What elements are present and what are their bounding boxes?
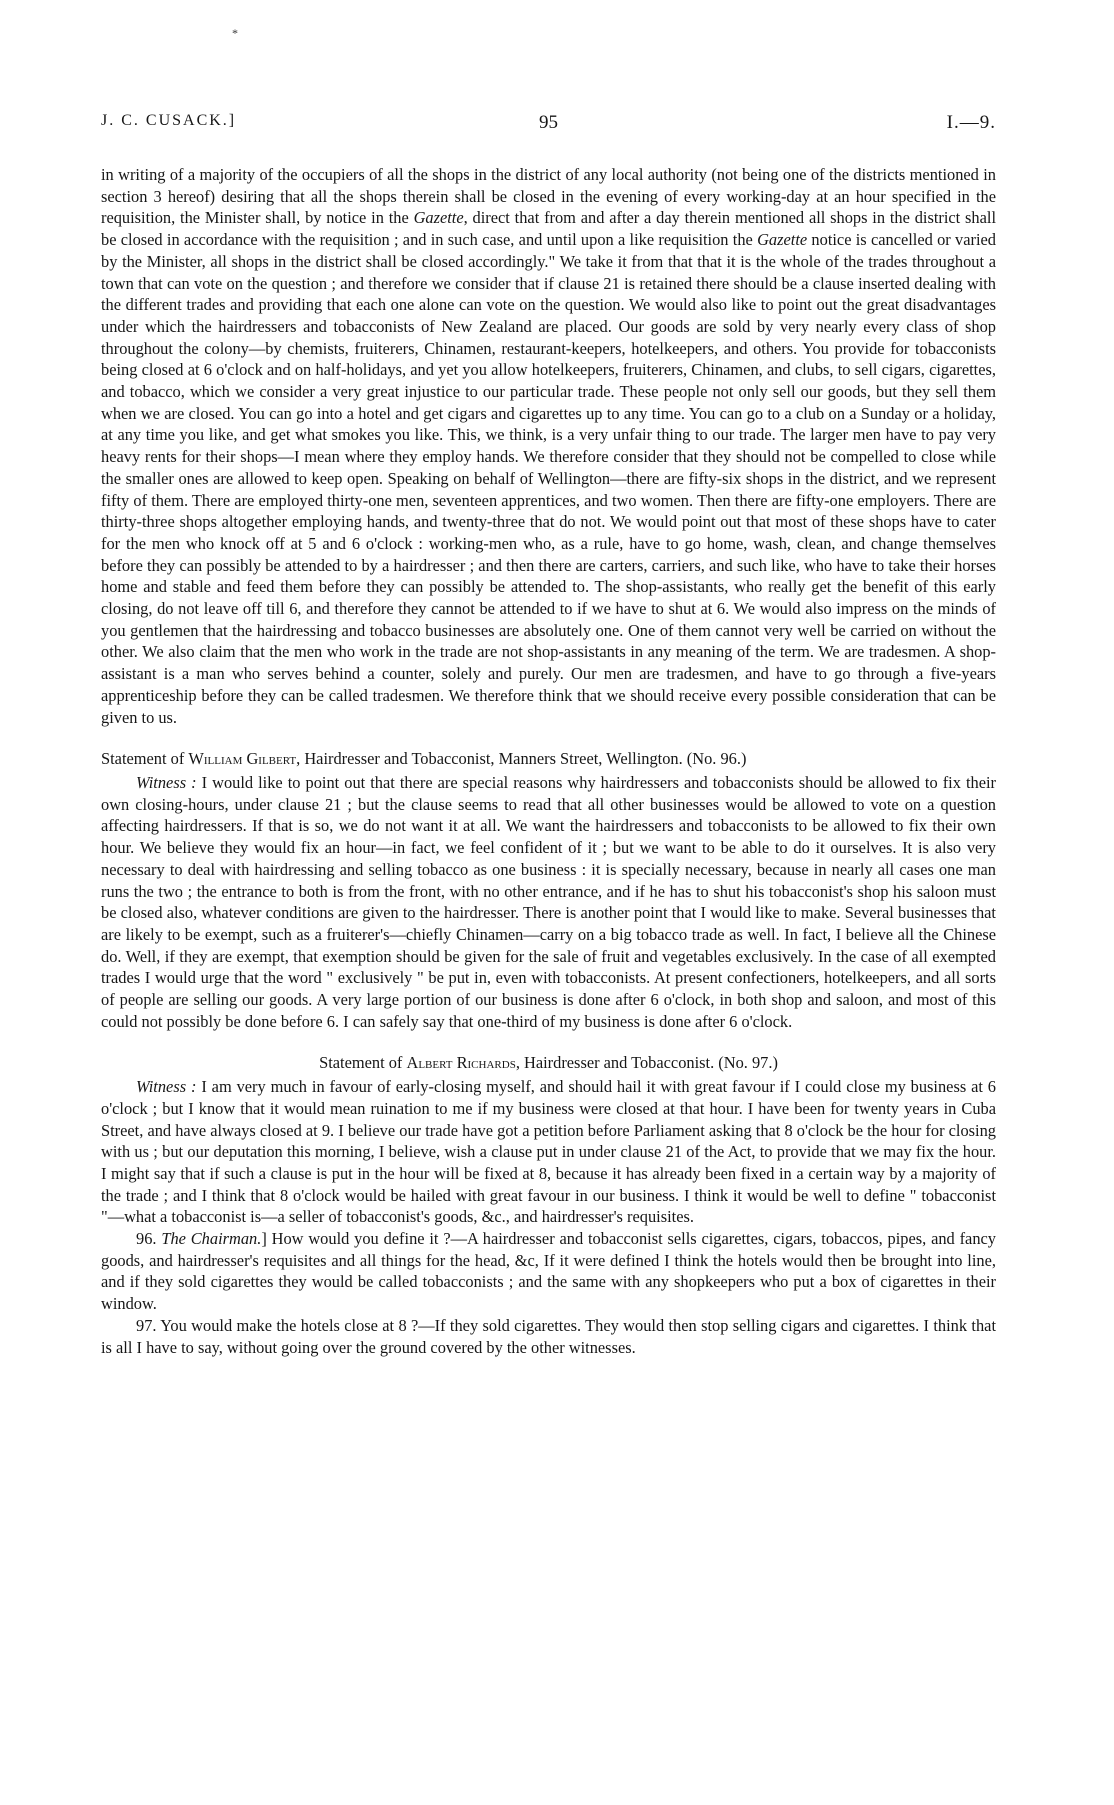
witness-name: William Gilbert	[188, 749, 297, 769]
document-body	[101, 164, 996, 1358]
heading-suffix: , Hairdresser and Tobacconist, Manners Street, Wellington. (No. 96.)	[296, 749, 747, 769]
header-reference: I.—9.	[946, 112, 996, 133]
gilbert-testimony	[101, 772, 996, 1032]
top-mark: *	[232, 26, 238, 40]
richards-testimony	[101, 1076, 996, 1228]
header-author: J. C. CUSACK.]	[101, 112, 237, 129]
gazette-italic-2: Gazette	[757, 230, 808, 250]
opening-text-3: notice is cancelled or varied by the Minister, all shops in the district shall be closed accordingly." We take it from that that it is the whole of the trades throughout a town that can vote on the question ; and therefore we consider that if clause 21 is retained there should be a clause inserted dealing with the different trades and providing that each one alone can vote on the question. We would also like to point out the great disadvantages under which the hairdressers and tobacconists of New Zealand are placed. Our goods are sold by very nearly every class of shop throughout the colony—by chemists, fruiterers, Chinamen, restaurant-keepers, hotelkeepers, and others. You provide for tobacconists being closed at 6 o'clock and on half-holidays, and yet you allow hotelkeepers, fruiterers, Chinamen, and clubs, to sell cigars, cigarettes, and tobacco, which we consider a very great injustice to our particular trade. These people not only sell our goods, but they sell them when we are closed. You can go into a hotel and get cigars and cigarettes up to any time. You can go to a club on a Sunday or a holiday, at any time you like, and get what smokes you like. This, we think, is a very unfair thing to our trade. The larger men have to pay very heavy rents for their shops—I mean where they employ hands. We therefore consider that they should not be compelled to close while the smaller ones are allowed to keep open. Speaking on behalf of Wellington—there are fifty-six shops in the district, and we represent fifty of them. There are employed thirty-one men, seventeen apprentices, and two women. Then there are fifty-one employers. There are thirty-three shops altogether employing hands, and twenty-three that do not. We would point out that most of these shops have to cater for the men who knock off at 5 and 6 o'clock : working-men who, as a rule, have to go home, wash, clean, and change themselves before they can possibly be attended to by a hairdresser ; and then there are carters, carriers, and such like, who have to take their horses home and stable and feed them before they can possibly be attended to. The shop-assistants, who really get the benefit of this early closing, do not leave off till 6, and therefore they cannot be attended to if we have to shut at 6. We would also impress on the minds of you gentlemen that the hairdressing and tobacco businesses are absolutely one. One of them cannot very well be carried on without the other. We also claim that the men who work in the trade are not shop-assistants in any meaning of the term. We are tradesmen. A shop-assistant is a man who serves behind a counter, solely and purely. Our men are tradesmen, and have to go through a five-years apprenticeship before they can be called tradesmen. We therefore think that we should receive every possible consideration that can be given to us.	[101, 230, 996, 727]
heading-suffix: , Hairdresser and Tobacconist. (No. 97.)	[515, 1053, 778, 1073]
opening-text-1: in writing of a majority of the occupiers of all the shops in the district of any local authority (not being one of the districts mentioned in section 3 hereof) desiring that all the shops therein shall be closed in the evening of every working-day at an hour specified in the requisition, the Minister shall, by notice in the	[101, 165, 996, 228]
richards-statement-heading	[101, 1052, 996, 1074]
speaker-name: The Chairman.	[161, 1229, 262, 1249]
question-96	[101, 1228, 996, 1315]
heading-prefix: Statement of	[101, 749, 189, 769]
heading-prefix: Statement of	[319, 1053, 407, 1073]
question-number: 96.	[136, 1229, 162, 1249]
question-97: 97. You would make the hotels close at 8 ?—If they sold cigarettes. They would then stop selling cigars and cigarettes. I think that is all I have to say, without going over the ground covered by the other witnesses.	[101, 1315, 996, 1357]
testimony-text: I am very much in favour of early-closing myself, and should hail it with great favour if I could close my business at 6 o'clock ; but I know that it would mean ruination to me if my business were closed at that hour. I have been for twenty years in Cuba Street, and have always closed at 9. I believe our trade have got a petition before Parliament asking that 8 o'clock be the hour for closing with us ; but our deputation this morning, I believe, wish a clause put in under clause 21 of the Act, to provide that we may fix the hour. I might say that if such a clause is put in the hour will be fixed at 8, because it has already been fixed in a certain way by a majority of the trade ; and I think that 8 o'clock would be hailed with great favour in our business. I think it would be well to define " tobacconist "—what a tobacconist is—a seller of tobacconist's goods, &c., and hairdresser's requisites.	[101, 1077, 997, 1227]
opening-paragraph	[101, 164, 996, 728]
witness-label: Witness :	[136, 1077, 197, 1097]
witness-label: Witness :	[136, 772, 197, 792]
page-number: 95	[539, 112, 558, 133]
opening-text-2: , direct that from and after a day therein mentioned all shops in the district shall be closed in accordance with the requisition ; and in such case, and until upon a like requisition the	[101, 208, 996, 250]
gilbert-statement-heading	[101, 748, 996, 770]
witness-name: Albert Richards	[406, 1053, 516, 1073]
question-text: ] How would you define it ?—A hairdresser and tobacconist sells cigarettes, cigars, tobaccos, pipes, and fancy goods, and hairdresser's requisites and all things for the head, &c, If it were defined I think the hotels would then be brought into line, and if they sold cigarettes they would be called tobacconists ; and the same with any shopkeepers who put a box of cigarettes in their window.	[101, 1229, 996, 1314]
page-header	[101, 112, 996, 142]
testimony-text: I would like to point out that there are special reasons why hairdressers and tobacconists should be allowed to fix their own closing-hours, under clause 21 ; but the clause seems to read that all other businesses would be allowed to vote on a question affecting hairdressers. If that is so, we do not want it at all. We want the hairdressers and tobacconists to be allowed to fix their own hour. We believe they would fix an hour—in fact, we feel confident of it ; but we want to be able to do it ourselves. It is also very necessary to deal with hairdressing and selling tobacco as one business : it is specially necessary, because in nearly all cases one man runs the two ; the entrance to both is from the front, with no other entrance, and if he has to shut his tobacconist's shop his saloon must be closed also, whatever conditions are given to the hairdresser. There is another point that I would like to make. Several businesses that are likely to be exempt, such as a fruiterer's—chiefly Chinamen—carry on a big tobacco trade as well. In fact, I believe all the Chinese do. Well, if they are exempt, that exemption should be given for the sale of fruit and vegetables exclusively. In the case of all exempted trades I would urge that the word " exclusively " be put in, even with tobacconists. At present confectioners, hotelkeepers, and all sorts of people are selling our goods. A very large portion of our business is done after 6 o'clock, in both shop and saloon, and most of this could not possibly be done before 6. I can safely say that one-third of my business is done after 6 o'clock.	[101, 772, 996, 1031]
gazette-italic-1: Gazette	[413, 208, 464, 228]
